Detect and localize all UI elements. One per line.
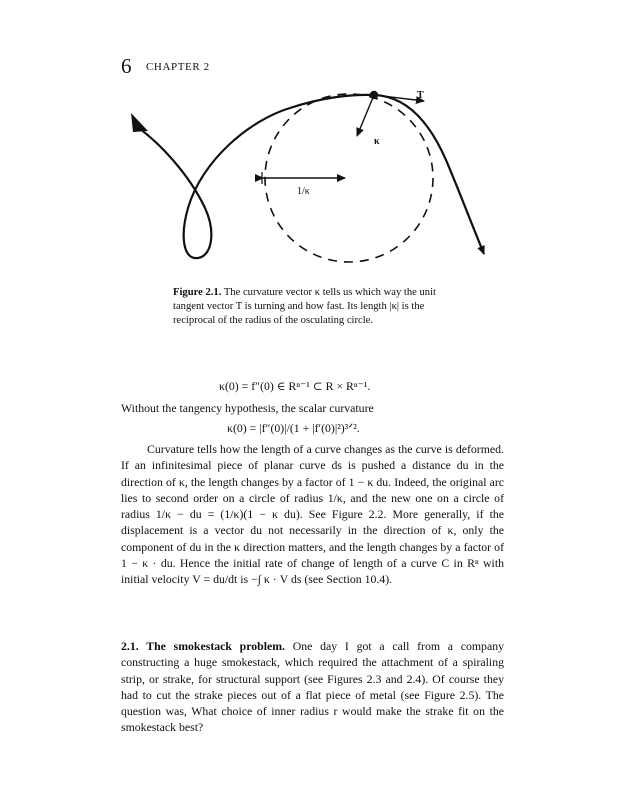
caption-label: Figure 2.1. — [173, 287, 222, 298]
figure-caption — [173, 286, 441, 328]
curvature-figure — [0, 0, 617, 280]
page-number: 6 — [121, 54, 132, 78]
text-line: Without the tangency hypothesis, the scalar curvature — [121, 401, 374, 415]
label-radius: 1/κ — [297, 186, 310, 197]
section-text: One day I got a call from a company constructing a huge smokestack, which required the attachment of a spiraling strip, or strake, for structural support (see Figures 2.3 and 2.4). Of course they had to cut the strake pieces out of a flat piece of metal (see Figure 2.5). The question was, What choice of inner radius r would make the strake fit on the smokestack best? — [121, 639, 504, 735]
curvature-vector — [357, 95, 374, 136]
curve-start-arrow — [131, 113, 148, 132]
label-kappa: κ — [374, 136, 380, 147]
paragraph-curvature: Curvature tells how the length of a curve changes as the curve is deformed. If an infinitesimal piece of planar curve ds is pushed a distance du in the direction of κ, the length changes by a factor of 1 − κ du. Indeed, the original arc lies to second order on a circle of radius 1/κ, and the new one on a circle of radius 1/κ − du = (1/κ)(1 − κ du). See Figure 2.2. More generally, if the displacement is a vector du not necessarily in the direction of κ, only the component of du in the κ direction matters, and the length changes by a factor of 1 − κ · du. Hence the initial rate of change of length of a curve C in Rⁿ with initial velocity V = du/dt is −∫ κ · V ds (see Section 10.4). — [121, 442, 504, 587]
curve — [133, 95, 484, 258]
caption-text: The curvature vector κ tells us which way the unit tangent vector T is turning and how fast. Its length |κ| is the reciprocal of the radius of the osculating circle. — [173, 287, 436, 326]
paragraph-smokestack — [121, 638, 504, 736]
equation-scalar-curvature: κ(0) = |f″(0)|/(1 + |f′(0)|²)³ᐟ². — [227, 421, 360, 435]
equation-kappa-vector: κ(0) = f″(0) ∈ Rⁿ⁻¹ ⊂ R × Rⁿ⁻¹. — [219, 379, 371, 393]
section-heading: 2.1. The smokestack problem. — [121, 639, 286, 653]
chapter-heading: CHAPTER 2 — [146, 61, 210, 73]
label-T: T — [417, 90, 424, 101]
